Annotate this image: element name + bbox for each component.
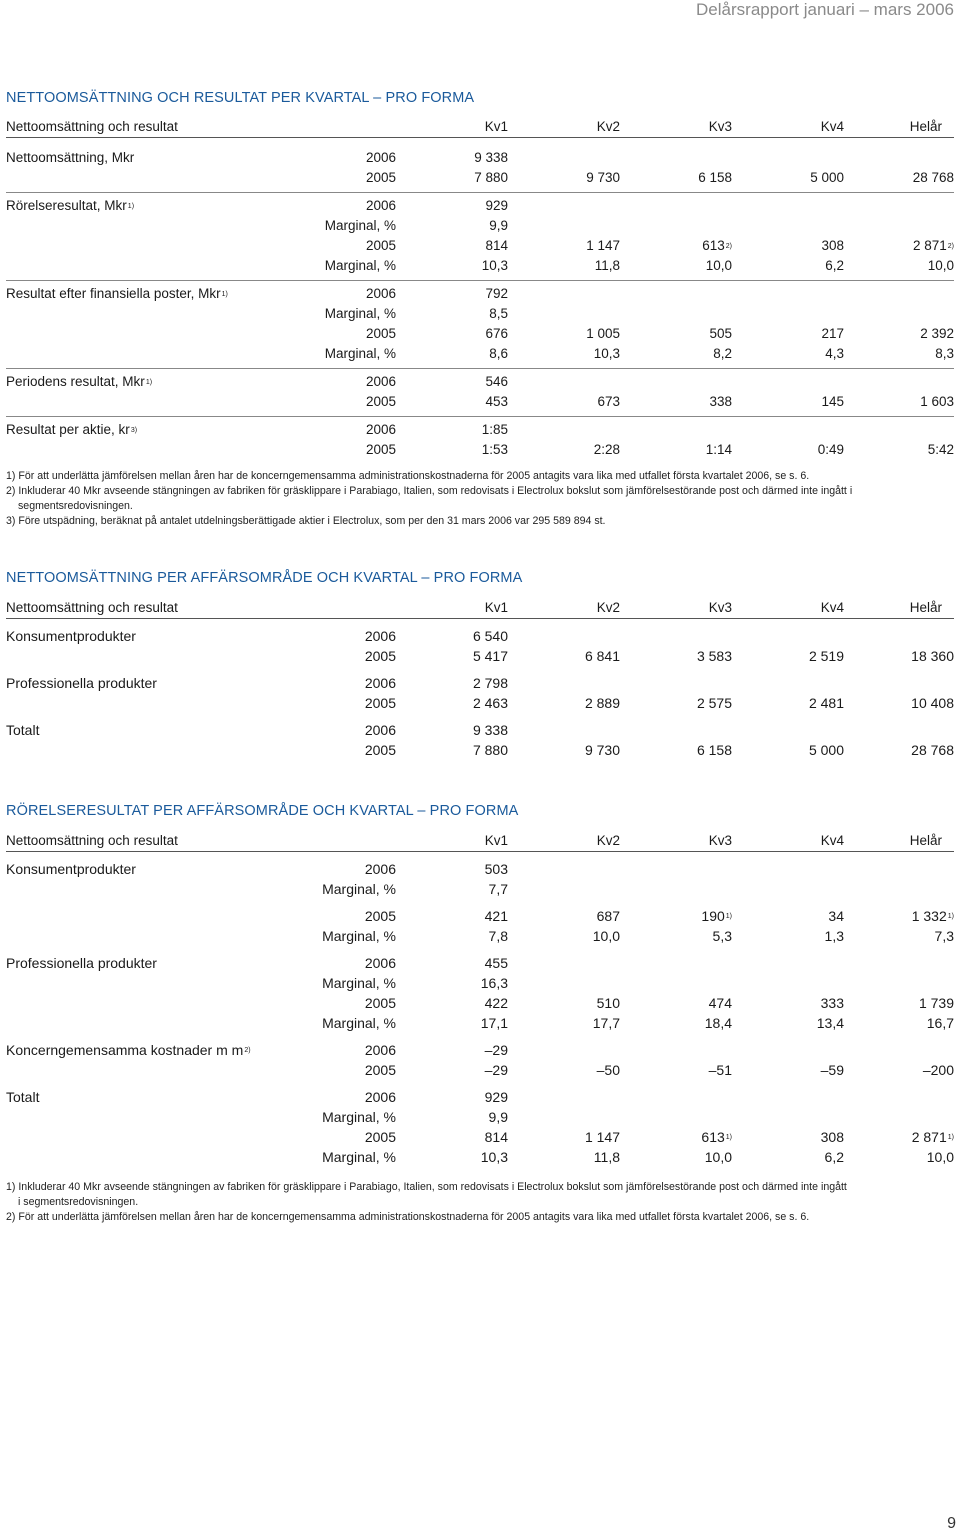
cell-q2: 2:28 bbox=[593, 442, 620, 457]
cell-q1: 7 880 bbox=[474, 170, 508, 185]
table-row bbox=[6, 973, 954, 993]
cell-full-year: 1 603 bbox=[920, 394, 954, 409]
row-sub: Marginal, % bbox=[324, 218, 396, 233]
cell-full-year: 28 768 bbox=[911, 742, 954, 758]
cell-q1: 9 338 bbox=[474, 150, 508, 165]
table-row bbox=[6, 148, 954, 168]
cell-q1: 10,3 bbox=[481, 258, 508, 273]
row-sub: 2005 bbox=[364, 648, 396, 664]
table-row bbox=[6, 372, 954, 392]
table-row bbox=[6, 720, 954, 740]
cell-full-year: 2 871$^{1)}$ bbox=[911, 1129, 954, 1145]
footnote-ref: 1) bbox=[725, 1134, 732, 1141]
cell-q4: –59 bbox=[820, 1062, 844, 1078]
header-q2: Kv2 bbox=[596, 119, 620, 134]
cell-full-year: 28 768 bbox=[912, 170, 954, 185]
row-sub: Marginal, % bbox=[322, 1109, 396, 1125]
cell-q2: 1 147 bbox=[584, 1129, 620, 1145]
table-row bbox=[6, 304, 954, 324]
header-q1: Kv1 bbox=[484, 600, 508, 615]
table-row bbox=[6, 673, 954, 693]
header-q2: Kv2 bbox=[596, 833, 620, 848]
cell-q4: 34 bbox=[828, 908, 844, 924]
table-row bbox=[6, 284, 954, 304]
row-sub: 2006 bbox=[365, 150, 396, 165]
table-row bbox=[6, 440, 954, 460]
cell-q1: 2 798 bbox=[472, 675, 508, 691]
cell-q1: –29 bbox=[484, 1042, 508, 1058]
row-sub: Marginal, % bbox=[322, 975, 396, 991]
report-header-title: Delårsrapport januari – mars 2006 bbox=[696, 0, 954, 19]
row-sub: 2005 bbox=[364, 908, 396, 924]
header-q4: Kv4 bbox=[820, 119, 844, 134]
table-row bbox=[6, 693, 954, 713]
row-sub: Marginal, % bbox=[322, 928, 396, 944]
cell-q2: –50 bbox=[596, 1062, 620, 1078]
row-label: Periodens resultat, Mkr$^{1)}$ bbox=[6, 374, 153, 389]
footnote: 3) Före utspädning, beräknat på antalet utdelningsberättigade aktier i Electrolux, som per den 31 mars 2006 var 295 589 894 st. bbox=[6, 515, 606, 527]
cell-q2: 11,8 bbox=[593, 1149, 620, 1165]
row-sub: 2005 bbox=[364, 995, 396, 1011]
header-q3: Kv3 bbox=[708, 600, 732, 615]
cell-q1: 421 bbox=[484, 908, 508, 924]
row-sub: 2005 bbox=[365, 170, 396, 185]
cell-q3: 10,0 bbox=[704, 1149, 732, 1165]
table-row bbox=[6, 420, 954, 440]
row-sub: 2005 bbox=[364, 742, 396, 758]
cell-q3: 10,0 bbox=[705, 258, 732, 273]
row-sub: 2005 bbox=[365, 326, 396, 341]
cell-q1: 7 880 bbox=[472, 742, 508, 758]
cell-q1: 9,9 bbox=[488, 1109, 508, 1125]
cell-q1: 5 417 bbox=[472, 648, 508, 664]
footnote: 2) För att underlätta jämförelsen mellan åren har de koncerngemensamma administrationskostnaderna för 2005 antagits vara lika med utfallet första kvartalet 2006, se s. 6. bbox=[6, 1211, 810, 1223]
row-label: Nettoomsättning, Mkr bbox=[6, 150, 135, 165]
row-sub: Marginal, % bbox=[324, 306, 396, 321]
footnote: 1) Inkluderar 40 Mkr avseende stängningen av fabriken för gräsklippare i Parabiago, Italien, som redovisats i Electrolux bokslut som jämförelsestörande post och därmed inte ingått bbox=[6, 1181, 847, 1193]
cell-q4: 217 bbox=[821, 326, 844, 341]
row-sub: 2005 bbox=[365, 394, 396, 409]
table-row bbox=[6, 324, 954, 344]
cell-q3: 8,2 bbox=[713, 346, 732, 361]
cell-q4: 0:49 bbox=[817, 442, 844, 457]
table-header bbox=[6, 831, 954, 852]
cell-q1: 929 bbox=[484, 1089, 508, 1105]
table-row bbox=[6, 1147, 954, 1167]
header-full-year: Helår bbox=[909, 119, 942, 134]
cell-full-year: 10 408 bbox=[911, 695, 954, 711]
section-title: NETTOOMSÄTTNING PER AFFÄRSOMRÅDE OCH KVARTAL – PRO FORMA bbox=[6, 570, 523, 586]
header-q4: Kv4 bbox=[820, 833, 844, 848]
cell-q1: 814 bbox=[484, 1129, 508, 1145]
cell-q3: 474 bbox=[708, 995, 732, 1011]
cell-full-year: 7,3 bbox=[934, 928, 954, 944]
footnote-ref: 1) bbox=[221, 291, 228, 298]
table-row bbox=[6, 1060, 954, 1080]
table-row bbox=[6, 879, 954, 899]
section-title: NETTOOMSÄTTNING OCH RESULTAT PER KVARTAL – PRO FORMA bbox=[6, 90, 475, 106]
footnote-ref: 1) bbox=[127, 203, 135, 210]
table-row bbox=[6, 1127, 954, 1147]
page-number: 9 bbox=[947, 1515, 956, 1532]
row-label: Rörelseresultat, Mkr$^{1)}$ bbox=[6, 198, 135, 213]
table-row bbox=[6, 236, 954, 256]
row-label: Professionella produkter bbox=[6, 955, 157, 971]
row-sub: 2006 bbox=[364, 861, 396, 877]
row-sub: 2005 bbox=[364, 1062, 396, 1078]
cell-q3: 613$^{1)}$ bbox=[701, 1129, 732, 1145]
cell-full-year: 5:42 bbox=[927, 442, 954, 457]
cell-q2: 2 889 bbox=[584, 695, 620, 711]
table-row bbox=[6, 953, 954, 973]
cell-q4: 6,2 bbox=[825, 258, 844, 273]
row-sub: 2006 bbox=[364, 675, 396, 691]
cell-q4: 2 519 bbox=[808, 648, 844, 664]
cell-q1: 503 bbox=[484, 861, 508, 877]
table-row bbox=[6, 1087, 954, 1107]
cell-q3: –51 bbox=[708, 1062, 732, 1078]
row-sub: 2006 bbox=[365, 286, 396, 301]
cell-q1: 1:53 bbox=[481, 442, 508, 457]
cell-q1: 16,3 bbox=[480, 975, 508, 991]
cell-q4: 6,2 bbox=[824, 1149, 844, 1165]
cell-q1: 1:85 bbox=[481, 422, 508, 437]
cell-q1: –29 bbox=[484, 1062, 508, 1078]
cell-full-year: 8,3 bbox=[935, 346, 954, 361]
table-row bbox=[6, 168, 954, 188]
header-q3: Kv3 bbox=[708, 119, 732, 134]
row-sub: 2006 bbox=[364, 722, 396, 738]
cell-q1: 6 540 bbox=[472, 628, 508, 644]
table-row bbox=[6, 740, 954, 760]
cell-q1: 422 bbox=[484, 995, 508, 1011]
cell-q2: 1 005 bbox=[586, 326, 620, 341]
table-row bbox=[6, 392, 954, 412]
cell-full-year: 16,7 bbox=[926, 1015, 954, 1031]
footnotes-section-3 bbox=[6, 1180, 936, 1225]
cell-q3: 190$^{1)}$ bbox=[701, 908, 732, 924]
cell-q4: 2 481 bbox=[808, 695, 844, 711]
row-label: Totalt bbox=[6, 722, 40, 738]
cell-full-year: 10,0 bbox=[927, 258, 954, 273]
footnote: 2) Inkluderar 40 Mkr avseende stängningen av fabriken för gräsklippare i Parabiago, Italien, som redovisats i Electrolux bokslut som jämförelsestörande post och därmed inte ingått i bbox=[6, 485, 853, 497]
table-row bbox=[6, 626, 954, 646]
cell-q2: 17,7 bbox=[592, 1015, 620, 1031]
cell-q3: 18,4 bbox=[704, 1015, 732, 1031]
cell-q3: 338 bbox=[709, 394, 732, 409]
footnote-ref: 2) bbox=[947, 243, 954, 250]
cell-q4: 308 bbox=[821, 238, 844, 253]
header-q4: Kv4 bbox=[820, 600, 844, 615]
cell-q1: 2 463 bbox=[472, 695, 508, 711]
cell-q3: 2 575 bbox=[696, 695, 732, 711]
section-quarterly-results bbox=[6, 88, 954, 460]
cell-full-year: 2 392 bbox=[920, 326, 954, 341]
table-row bbox=[6, 926, 954, 946]
cell-full-year: 2 871$^{2)}$ bbox=[912, 238, 954, 253]
table-row bbox=[6, 906, 954, 926]
footnote-ref: 1) bbox=[725, 913, 732, 920]
footnote-ref: 2) bbox=[725, 243, 732, 250]
row-sub: 2005 bbox=[365, 238, 396, 253]
cell-full-year: 1 332$^{1)}$ bbox=[911, 908, 954, 924]
row-sub: 2005 bbox=[364, 695, 396, 711]
cell-q3: 5,3 bbox=[712, 928, 732, 944]
footnote-ref: 3) bbox=[130, 427, 138, 434]
row-sub: 2006 bbox=[364, 1089, 396, 1105]
row-sub: 2005 bbox=[364, 1129, 396, 1145]
header-q2: Kv2 bbox=[596, 600, 620, 615]
cell-q1: 455 bbox=[484, 955, 508, 971]
section-operating-income-by-segment bbox=[6, 801, 954, 1167]
header-q3: Kv3 bbox=[708, 833, 732, 848]
cell-q2: 11,8 bbox=[594, 258, 620, 273]
cell-q4: 145 bbox=[821, 394, 844, 409]
row-sub: 2006 bbox=[365, 198, 396, 213]
row-sub: 2006 bbox=[365, 374, 396, 389]
cell-q2: 6 841 bbox=[584, 648, 620, 664]
cell-q3: 613$^{2)}$ bbox=[702, 238, 732, 253]
cell-q3: 1:14 bbox=[705, 442, 732, 457]
table-header bbox=[6, 117, 954, 138]
cell-q2: 10,0 bbox=[592, 928, 620, 944]
table-row bbox=[6, 344, 954, 364]
cell-q1: 929 bbox=[485, 198, 508, 213]
section-net-sales-by-segment bbox=[6, 568, 954, 760]
row-sub: 2005 bbox=[365, 442, 396, 457]
header-label: Nettoomsättning och resultat bbox=[6, 833, 178, 848]
cell-q1: 9,9 bbox=[489, 218, 508, 233]
cell-q4: 308 bbox=[820, 1129, 844, 1145]
table-row bbox=[6, 1107, 954, 1127]
row-label: Resultat efter finansiella poster, Mkr$^{1)}$ bbox=[6, 286, 228, 301]
row-label: Resultat per aktie, $kr^{3)}$ bbox=[6, 422, 138, 437]
cell-full-year: 10,0 bbox=[926, 1149, 954, 1165]
cell-q1: 814 bbox=[485, 238, 508, 253]
cell-q1: 676 bbox=[485, 326, 508, 341]
cell-q2: 9 730 bbox=[586, 170, 620, 185]
cell-q1: 8,5 bbox=[489, 306, 508, 321]
cell-q3: 6 158 bbox=[696, 742, 732, 758]
header-label: Nettoomsättning och resultat bbox=[6, 600, 178, 615]
cell-q3: 3 583 bbox=[696, 648, 732, 664]
cell-q4: 5 000 bbox=[810, 170, 844, 185]
row-label: Konsumentprodukter bbox=[6, 628, 136, 644]
cell-q2: 10,3 bbox=[593, 346, 620, 361]
header-q1: Kv1 bbox=[484, 119, 508, 134]
header-label: Nettoomsättning och resultat bbox=[6, 119, 178, 134]
cell-q1: 8,6 bbox=[489, 346, 508, 361]
row-sub: Marginal, % bbox=[322, 1149, 396, 1165]
cell-full-year: 18 360 bbox=[911, 648, 954, 664]
cell-q4: 13,4 bbox=[816, 1015, 844, 1031]
section-title: RÖRELSERESULTAT PER AFFÄRSOMRÅDE OCH KVARTAL – PRO FORMA bbox=[6, 803, 519, 819]
row-sub: 2006 bbox=[364, 955, 396, 971]
footnote: 1) För att underlätta jämförelsen mellan åren har de koncerngemensamma administrationskostnaderna för 2005 antagits vara lika med utfallet första kvartalet 2006, se s. 6. bbox=[6, 470, 810, 482]
footnote-ref: 1) bbox=[947, 913, 954, 920]
table-row bbox=[6, 646, 954, 666]
footnote: segmentsredovisningen. bbox=[18, 500, 133, 512]
cell-full-year: –200 bbox=[922, 1062, 954, 1078]
table-row bbox=[6, 993, 954, 1013]
cell-q2: 673 bbox=[597, 394, 620, 409]
row-label: Konsumentprodukter bbox=[6, 861, 136, 877]
header-full-year: Helår bbox=[909, 600, 942, 615]
cell-q2: 9 730 bbox=[584, 742, 620, 758]
cell-q1: 7,7 bbox=[488, 881, 508, 897]
cell-q1: 10,3 bbox=[480, 1149, 508, 1165]
cell-q1: 9 338 bbox=[472, 722, 508, 738]
row-sub: 2006 bbox=[364, 1042, 396, 1058]
footnote-ref: 1) bbox=[145, 379, 153, 386]
cell-q1: 17,1 bbox=[480, 1015, 508, 1031]
cell-q4: 5 000 bbox=[808, 742, 844, 758]
row-label: Koncerngemensamma kostnader m $m^{2)}$ bbox=[6, 1042, 251, 1058]
header-full-year: Helår bbox=[909, 833, 942, 848]
row-sub: 2006 bbox=[364, 628, 396, 644]
cell-q1: 792 bbox=[485, 286, 508, 301]
cell-q2: 687 bbox=[596, 908, 620, 924]
cell-q1: 546 bbox=[485, 374, 508, 389]
footnote-ref: 1) bbox=[947, 1134, 954, 1141]
row-label: Totalt bbox=[6, 1089, 40, 1105]
table-row bbox=[6, 859, 954, 879]
cell-q3: 505 bbox=[709, 326, 732, 341]
table-row bbox=[6, 1040, 954, 1060]
table-row bbox=[6, 216, 954, 236]
cell-q2: 510 bbox=[596, 995, 620, 1011]
table-row bbox=[6, 196, 954, 216]
cell-full-year: 1 739 bbox=[918, 995, 954, 1011]
table-row bbox=[6, 256, 954, 276]
header-q1: Kv1 bbox=[484, 833, 508, 848]
row-sub: Marginal, % bbox=[322, 881, 396, 897]
table-header bbox=[6, 598, 954, 619]
cell-q2: 1 147 bbox=[586, 238, 620, 253]
row-sub: Marginal, % bbox=[324, 346, 396, 361]
row-sub: 2006 bbox=[365, 422, 396, 437]
footnotes-section-1 bbox=[6, 469, 936, 529]
cell-q4: 4,3 bbox=[825, 346, 844, 361]
footnote: i segmentsredovisningen. bbox=[18, 1196, 139, 1208]
cell-q1: 7,8 bbox=[488, 928, 508, 944]
cell-q3: 6 158 bbox=[698, 170, 732, 185]
row-sub: Marginal, % bbox=[324, 258, 396, 273]
cell-q4: 333 bbox=[820, 995, 844, 1011]
footnote-ref: 2) bbox=[244, 1047, 251, 1054]
row-label: Professionella produkter bbox=[6, 675, 157, 691]
table-row bbox=[6, 1013, 954, 1033]
cell-q1: 453 bbox=[485, 394, 508, 409]
row-sub: Marginal, % bbox=[322, 1015, 396, 1031]
cell-q4: 1,3 bbox=[824, 928, 844, 944]
